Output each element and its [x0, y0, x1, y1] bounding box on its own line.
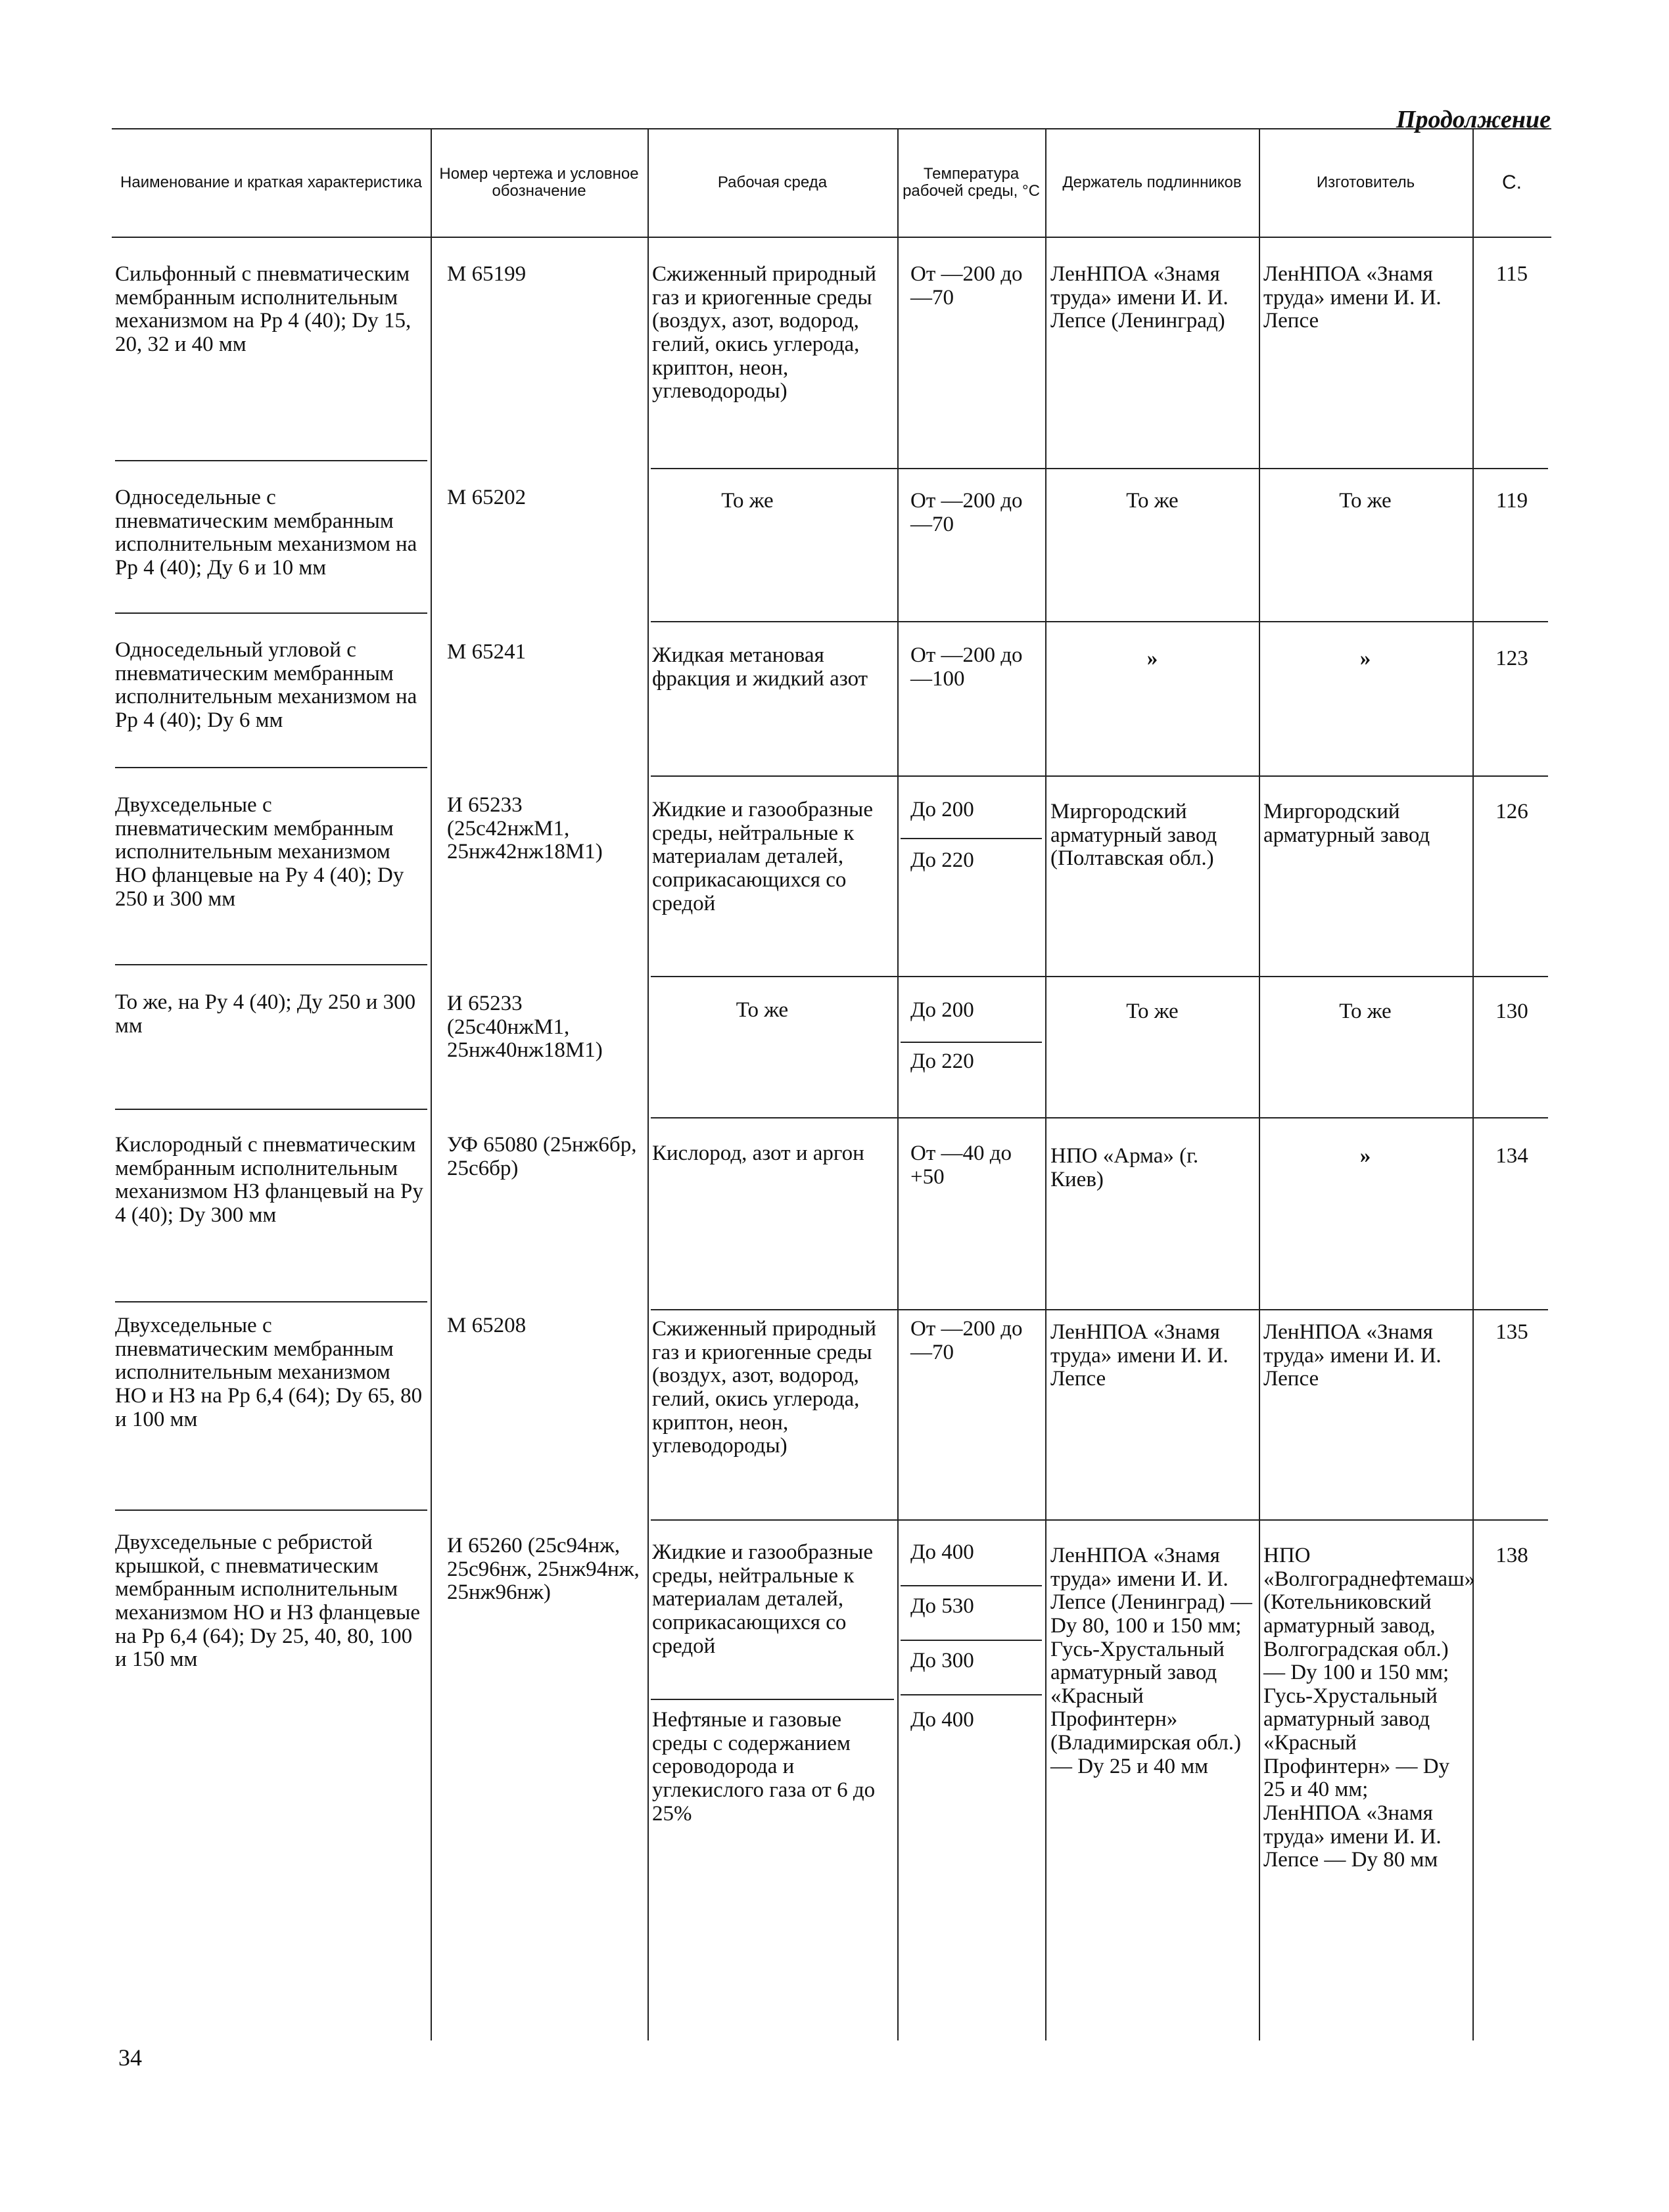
row6-temp: От —40 до +50	[910, 1141, 1012, 1189]
table-column-rule	[1472, 128, 1474, 2040]
row-rule	[651, 775, 1548, 777]
row1-page: 115	[1495, 262, 1528, 286]
row6-holder: НПО «Арма» (г. Киев)	[1050, 1144, 1199, 1191]
col-header-temp: Температура рабочей среды, °С	[903, 165, 1040, 200]
row5-holder: То же	[1126, 1000, 1179, 1023]
row2-drawing: М 65202	[447, 486, 527, 509]
row7-name: Двухседельные с пневматическим мембранным исполнительным механизмом НО и НЗ на Pр 6,4 (64); Dу 65, 80 и 100 мм	[115, 1314, 423, 1431]
row1-maker: ЛенНПОА «Знамя труда» имени И. И. Лепсе	[1263, 262, 1442, 333]
row3-page: 123	[1495, 647, 1528, 670]
table-column-rule	[897, 128, 899, 2040]
row8-temp-3: До 300	[910, 1649, 974, 1672]
row2-medium: То же	[721, 489, 774, 513]
row4-page: 126	[1495, 800, 1528, 823]
row2-holder: То же	[1126, 489, 1179, 513]
col-header-page: С.	[1502, 171, 1522, 193]
col-header-holder: Держатель подлинников	[1062, 173, 1242, 191]
table-column-rule	[431, 128, 432, 2040]
row5-medium: То же	[736, 998, 789, 1022]
row-rule	[115, 612, 427, 614]
row4-drawing: И 65233 (25с42нжМ1, 25нж42нж18М1)	[447, 793, 603, 864]
row4-name: Двухседельные с пневматическим мембранным исполнительным механизмом НО фланцевые на Pу 4 (40); Dу 250 и 300 мм	[115, 793, 404, 911]
row2-temp: От —200 до —70	[910, 489, 1023, 536]
col-header-medium: Рабочая среда	[717, 173, 828, 191]
row6-medium: Кислород, азот и аргон	[652, 1141, 864, 1165]
row1-drawing: М 65199	[447, 262, 527, 286]
row4-temp-1: До 200	[910, 798, 974, 821]
row-rule	[115, 1301, 427, 1302]
temp-sub-rule	[901, 1640, 1042, 1641]
row7-temp: От —200 до —70	[910, 1317, 1023, 1364]
row3-drawing: М 65241	[447, 640, 527, 664]
table-column-rule	[1045, 128, 1046, 2040]
row-rule	[115, 767, 427, 768]
row7-drawing: М 65208	[447, 1314, 527, 1337]
temp-sub-rule	[901, 1694, 1042, 1695]
temp-sub-rule	[901, 838, 1042, 839]
table-rule	[112, 128, 1551, 129]
row3-maker: »	[1359, 647, 1371, 670]
row8-temp-1: До 400	[910, 1540, 974, 1564]
col-header-name: Наименование и краткая характеристика	[120, 173, 422, 191]
row-rule	[651, 976, 1548, 977]
row8-drawing: И 65260 (25с94нж, 25с96нж, 25нж94нж, 25нж96нж)	[447, 1534, 640, 1605]
row6-page: 134	[1495, 1144, 1528, 1168]
row7-holder: ЛенНПОА «Знамя труда» имени И. И. Лепсе	[1050, 1320, 1229, 1391]
table-rule	[112, 237, 1551, 238]
row5-page: 130	[1495, 1000, 1528, 1023]
row7-page: 135	[1495, 1320, 1528, 1344]
continuation-label: Продолжение	[1396, 106, 1551, 133]
row3-name: Односедельный угловой с пневматическим мембранным исполнительным механизмом на Pр 4 (40); Dу 6 мм	[115, 638, 417, 732]
row6-drawing: УФ 65080 (25нж6бр, 25с6бр)	[447, 1133, 637, 1180]
row8-name: Двухседельные с ребристой крышкой, с пневматическим мембранным исполнительным механизмом НО и НЗ фланцевые на Pр 6,4 (64); Dу 25, 40, 80, 100 и 150 мм	[115, 1531, 421, 1672]
row6-maker: »	[1359, 1144, 1371, 1168]
row1-name: Сильфонный с пневматическим мембранным исполнительным механизмом на Pр 4 (40); Dу 15, 20, 32 и 40 мм	[115, 262, 411, 356]
temp-sub-rule	[901, 1585, 1042, 1586]
row8-medium-2: Нефтяные и газовые среды с содержанием сероводорода и углекислого газа от 6 до 25%	[652, 1708, 876, 1826]
row4-holder: Миргородский арматурный завод (Полтавская обл.)	[1050, 800, 1217, 871]
row4-temp-2: До 220	[910, 848, 974, 872]
row2-name: Односедельные с пневматическим мембранным исполнительным механизмом на Pр 4 (40); Ду 6 и 10 мм	[115, 486, 417, 580]
row-rule	[115, 1509, 427, 1511]
row1-holder: ЛенНПОА «Знамя труда» имени И. И. Лепсе (Ленинград)	[1050, 262, 1229, 333]
row7-medium: Сжиженный природный газ и криогенные среды (воздух, азот, водород, гелий, окись углерода, криптон, неон, углеводороды)	[652, 1317, 877, 1458]
row5-temp-1: До 200	[910, 998, 974, 1022]
row8-temp-2: До 530	[910, 1594, 974, 1618]
table-column-rule	[1259, 128, 1260, 2040]
row8-page: 138	[1495, 1544, 1528, 1567]
col-header-drawing: Номер чертежа и условное обозначение	[439, 165, 639, 200]
row-rule	[115, 964, 427, 965]
row8-medium-1: Жидкие и газообразные среды, нейтральные к материалам деталей, соприкасающихся со средой	[652, 1540, 873, 1658]
row-rule	[651, 468, 1548, 469]
row8-maker: НПО «Волгограднефтемаш» (Котельниковский арматурный завод, Волгоградская обл.) — Dу 100 и 150 мм; Гусь-Хрустальный арматурный завод «Красный Профинтерн» — Dу 25 и 40 мм; ЛенНПОА «Знамя труда» имени И. И. Лепсе — Dу 80 мм	[1263, 1544, 1476, 1872]
row-rule	[651, 1309, 1548, 1310]
row-rule	[115, 1109, 427, 1110]
row1-medium: Сжиженный природный газ и криогенные среды (воздух, азот, водород, гелий, окись углерода, криптон, неон, углеводороды)	[652, 262, 877, 403]
row7-maker: ЛенНПОА «Знамя труда» имени И. И. Лепсе	[1263, 1320, 1442, 1391]
row8-temp-4: До 400	[910, 1708, 974, 1732]
col-header-maker: Изготовитель	[1316, 173, 1415, 191]
temp-sub-rule	[901, 1042, 1042, 1043]
row-rule	[651, 621, 1548, 622]
row1-temp: От —200 до —70	[910, 262, 1023, 310]
table-column-rule	[647, 128, 649, 2040]
row3-temp: От —200 до —100	[910, 643, 1023, 691]
row3-medium: Жидкая метановая фракция и жидкий азот	[652, 643, 868, 691]
row2-maker: То же	[1339, 489, 1392, 513]
row5-drawing: И 65233 (25с40нжМ1, 25нж40нж18М1)	[447, 992, 603, 1063]
row-rule	[651, 1519, 1548, 1521]
row8-holder: ЛенНПОА «Знамя труда» имени И. И. Лепсе (Ленинград) — Dу 80, 100 и 150 мм; Гусь-Хрустальный арматурный завод «Красный Профинтерн» (Владимирская обл.) — Dу 25 и 40 мм	[1050, 1544, 1252, 1778]
row-rule	[651, 1117, 1548, 1118]
row5-name: То же, на Pу 4 (40); Ду 250 и 300 мм	[115, 990, 416, 1038]
medium-sub-rule	[651, 1699, 894, 1700]
row5-maker: То же	[1339, 1000, 1392, 1023]
row5-temp-2: До 220	[910, 1049, 974, 1073]
row4-medium: Жидкие и газообразные среды, нейтральные к материалам деталей, соприкасающихся со средой	[652, 798, 873, 915]
row2-page: 119	[1495, 489, 1528, 513]
row-rule	[115, 460, 427, 461]
row3-holder: »	[1146, 647, 1158, 670]
page-number: 34	[118, 2044, 142, 2071]
row4-maker: Миргородский арматурный завод	[1263, 800, 1430, 847]
row6-name: Кислородный с пневматическим мембранным исполнительным механизмом НЗ фланцевый на Pу 4 (40); Dу 300 мм	[115, 1133, 423, 1227]
